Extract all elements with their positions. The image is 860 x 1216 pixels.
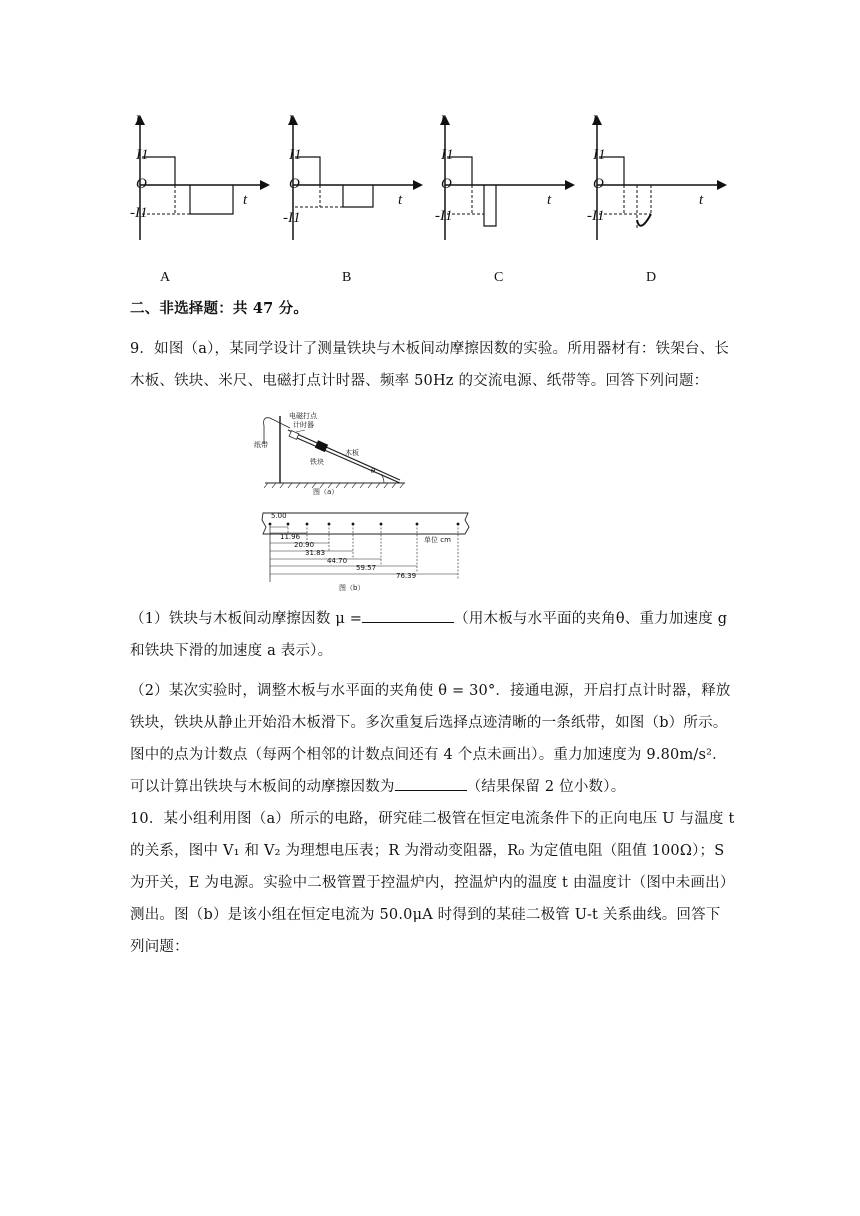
fig-b-mark-6: 59.57 [356,564,377,572]
choice-b-label: B [342,270,352,285]
graph-d-pos: I1 [593,147,606,163]
q9-intro: 9．如图（a），某同学设计了测量铁块与木板间动摩擦因数的实验。所用器材有：铁架台、长木板、铁块、米尺、电磁打点计时器、频率 50Hz 的交流电源、纸带等。回答下列问题： [130,341,730,389]
fig-b-mark-1: 5.00 [271,512,287,520]
fig-b-caption: 图（b） [339,584,365,592]
choice-d-label: D [646,270,657,285]
graph-b-axis-t: t [398,192,403,208]
section-heading: 二、非选择题：共 47 分。 [130,300,309,317]
graph-d-neg: -I1 [587,208,605,224]
fig-a-block-label: 铁块 [310,458,324,466]
q9-part-2-lead: （2）某次实验时，调整木板与水平面的夹角使 θ = 30°．接通电源，开启打点计时器，释放铁块，铁块从静止开始沿木板滑下。多次重复后选择点迹清晰的一条纸带，如图（b）所示。图中的点为计数点（每两个相邻的计数点间还有 4 个点未画出）。重力加速度为 9.80m/s²．可以计算出铁块与木板间的动摩擦因数为 [130,683,731,795]
fig-a-timer-label-2: 计时器 [293,421,314,429]
graph-b-origin: O [289,176,300,192]
graph-c-neg: -I1 [435,208,453,224]
q10-text: 10．某小组利用图（a）所示的电路，研究硅二极管在恒定电流条件下的正向电压 U 与温度 t 的关系，图中 V₁ 和 V₂ 为理想电压表；R 为滑动变阻器，R₀ 为定值电阻（阻值 100Ω）；S 为开关，E 为电源。实验中二极管置于控温炉内，控温炉内的温度 t 由温度计（图中未画出）测出。图（b）是该小组在恒定电流为 50.0μA 时得到的某硅二极管 U-t 关系曲线。回答下列问题： [130,811,735,955]
fig-b-mark-3: 20.90 [294,541,315,549]
choice-a-label: A [160,270,171,285]
graph-c-origin: O [441,176,452,192]
graph-a-axis-i: I [135,113,140,129]
fig-a-board-label: 木板 [345,449,359,457]
graph-b [283,110,423,240]
fig-b-mark-7: 76.39 [396,572,417,580]
q9-part-2-blank[interactable] [395,776,467,791]
graph-a-pos: I1 [136,147,149,163]
graph-d-axis-i: I [592,113,597,129]
q9-part-1-lead: （1）铁块与木板间动摩擦因数 μ = [130,611,363,627]
figure-b [255,510,475,595]
fig-a-tape-label: 纸带 [254,441,268,449]
fig-b-unit-label: 单位 cm [424,536,451,544]
q9-part-2-tail: （结果保留 2 位小数）。 [466,779,626,795]
graph-a-neg: -I1 [130,205,148,221]
graph-d-origin: O [593,176,604,192]
graph-b-neg: -I1 [283,210,301,226]
q9-part-2 [130,675,735,803]
figure-a [250,408,410,498]
q9-part-1-blank[interactable] [362,608,454,623]
fig-b-mark-2: 11.96 [280,533,301,541]
graph-a-axis-t: t [243,192,248,208]
q9-part-1 [130,603,735,667]
fig-a-theta-label: θ [371,467,376,475]
graph-b-pos: I1 [289,147,302,163]
fig-a-timer-label: 电磁打点 [289,412,317,420]
q9-part-1-tail: （用木板与水平面的夹角θ、重力加速度 g 和铁块下滑的加速度 a 表示）。 [130,611,728,659]
graph-c-axis-t: t [547,192,552,208]
graph-c-axis-i: I [440,113,445,129]
graph-a [130,110,270,240]
graph-a-origin: O [136,176,147,192]
fig-a-caption: 图（a） [313,488,339,496]
fig-b-mark-5: 44.70 [327,557,348,565]
graph-c-pos: I1 [441,147,454,163]
fig-b-mark-4: 31.83 [305,549,326,557]
choice-c-label: C [494,270,504,285]
graph-c [435,110,575,240]
graph-b-axis-i: I [288,113,293,129]
graph-d [587,110,727,240]
graph-d-axis-t: t [699,192,704,208]
